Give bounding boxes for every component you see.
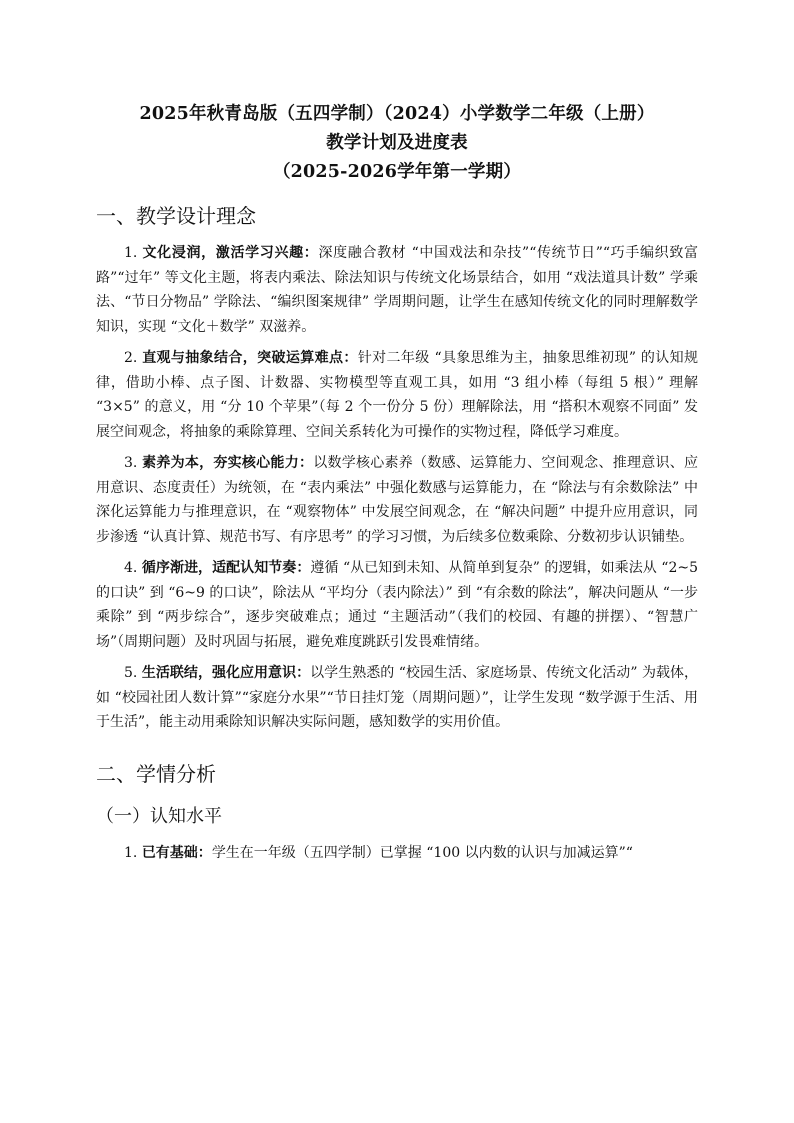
document-title-block: [96, 100, 698, 187]
paragraph-item-5: [96, 661, 698, 735]
paragraph-item-4: [96, 556, 698, 654]
item-lead: 文化浸润，激活学习兴趣：: [142, 245, 319, 261]
item-text: 遵循 “从已知到未知、从简单到复杂” 的逻辑，如乘法从 “2~5 的口诀” 到 “6~9 的口诀”，除法从 “平均分（表内除法）” 到 “有余数的除法”，解决问题从 “一步乘除” 到 “两步综合”，逐步突破难点；通过 “主题活动”（我们的校园、有趣的拼摆）、“智慧广场”（周期问题）及时巩固与拓展，避免难度跳跃引发畏难情绪。: [96, 560, 698, 650]
item-lead: 已有基础：: [141, 844, 212, 861]
item-number: 5.: [124, 665, 142, 681]
item-lead: 素养为本，夯实核心能力：: [142, 455, 314, 471]
item-number: 2.: [124, 350, 143, 366]
item-number: 4.: [124, 560, 142, 576]
item-number: 3.: [124, 455, 143, 471]
document-title: 2025年秋青岛版（五四学制）（2024）小学数学二年级（上册）: [139, 104, 655, 124]
item-lead: 循序渐进，适配认知节奏：: [141, 560, 311, 576]
item-text: 学生在一年级（五四学制）已掌握 “100 以内数的认识与加减运算”“: [211, 844, 633, 861]
item-number: 1.: [124, 245, 143, 261]
section-heading-teaching-philosophy: 一、教学设计理念: [96, 204, 256, 228]
paragraph-existing-foundation: [96, 841, 698, 866]
item-text: 针对二年级 “具象思维为主，抽象思维初现” 的认知规律，借助小棒、点子图、计数器、实物模型等直观工具，如用 “3 组小棒（每组 5 根）” 理解 “3×5” 的意义，用 “分 10 个苹果”（每 2 个一份分 5 份）理解除法，用 “搭积木观察不同面” 发展空间观念，将抽象的乘除算理、空间关系转化为可操作的实物过程，降低学习难度。: [96, 350, 699, 440]
document-subtitle: 教学计划及进度表: [326, 133, 468, 153]
item-text: 深度融合教材 “中国戏法和杂技”“传统节日”“巧手编织致富路”“过年” 等文化主题，将表内乘法、除法知识与传统文化场景结合，如用 “戏法道具计数” 学乘法、“节日分物品” 学除法、“编织图案规律” 学周期问题，让学生在感知传统文化的同时理解数学知识，实现 “文化＋数学” 双滋养。: [96, 245, 698, 335]
paragraph-item-2: [96, 346, 698, 444]
item-text: 以学生熟悉的 “校园生活、家庭场景、传统文化活动” 为载体，如 “校园社团人数计算”“家庭分水果”“节日挂灯笼（周期问题）”，让学生发现 “数学源于生活、用于生活”，能主动用乘除知识解决实际问题，感知数学的实用价值。: [96, 665, 699, 730]
section-heading-student-analysis: 二、学情分析: [96, 761, 216, 786]
subsection-heading-cognitive-level: （一）认知水平: [96, 805, 222, 827]
semester-label: （2025-2026学年第一学期）: [272, 162, 522, 182]
item-lead: 直观与抽象结合，突破运算难点：: [142, 350, 358, 366]
paragraph-item-1: [96, 241, 698, 339]
item-text: 以数学核心素养（数感、运算能力、空间观念、推理意识、应用意识、态度责任）为统领，在 “表内乘法” 中强化数感与运算能力，在 “除法与有余数除法” 中深化运算能力与推理意识，在 “观察物体” 中发展空间观念，在 “解决问题” 中提升应用意识，同步渗透 “认真计算、规范书写、有序思考” 的学习习惯，为后续多位数乘除、分数初步认识铺垫。: [96, 455, 699, 545]
paragraph-item-3: [96, 451, 698, 549]
item-lead: 生活联结，强化应用意识：: [141, 665, 311, 681]
item-number: 1.: [124, 844, 142, 861]
